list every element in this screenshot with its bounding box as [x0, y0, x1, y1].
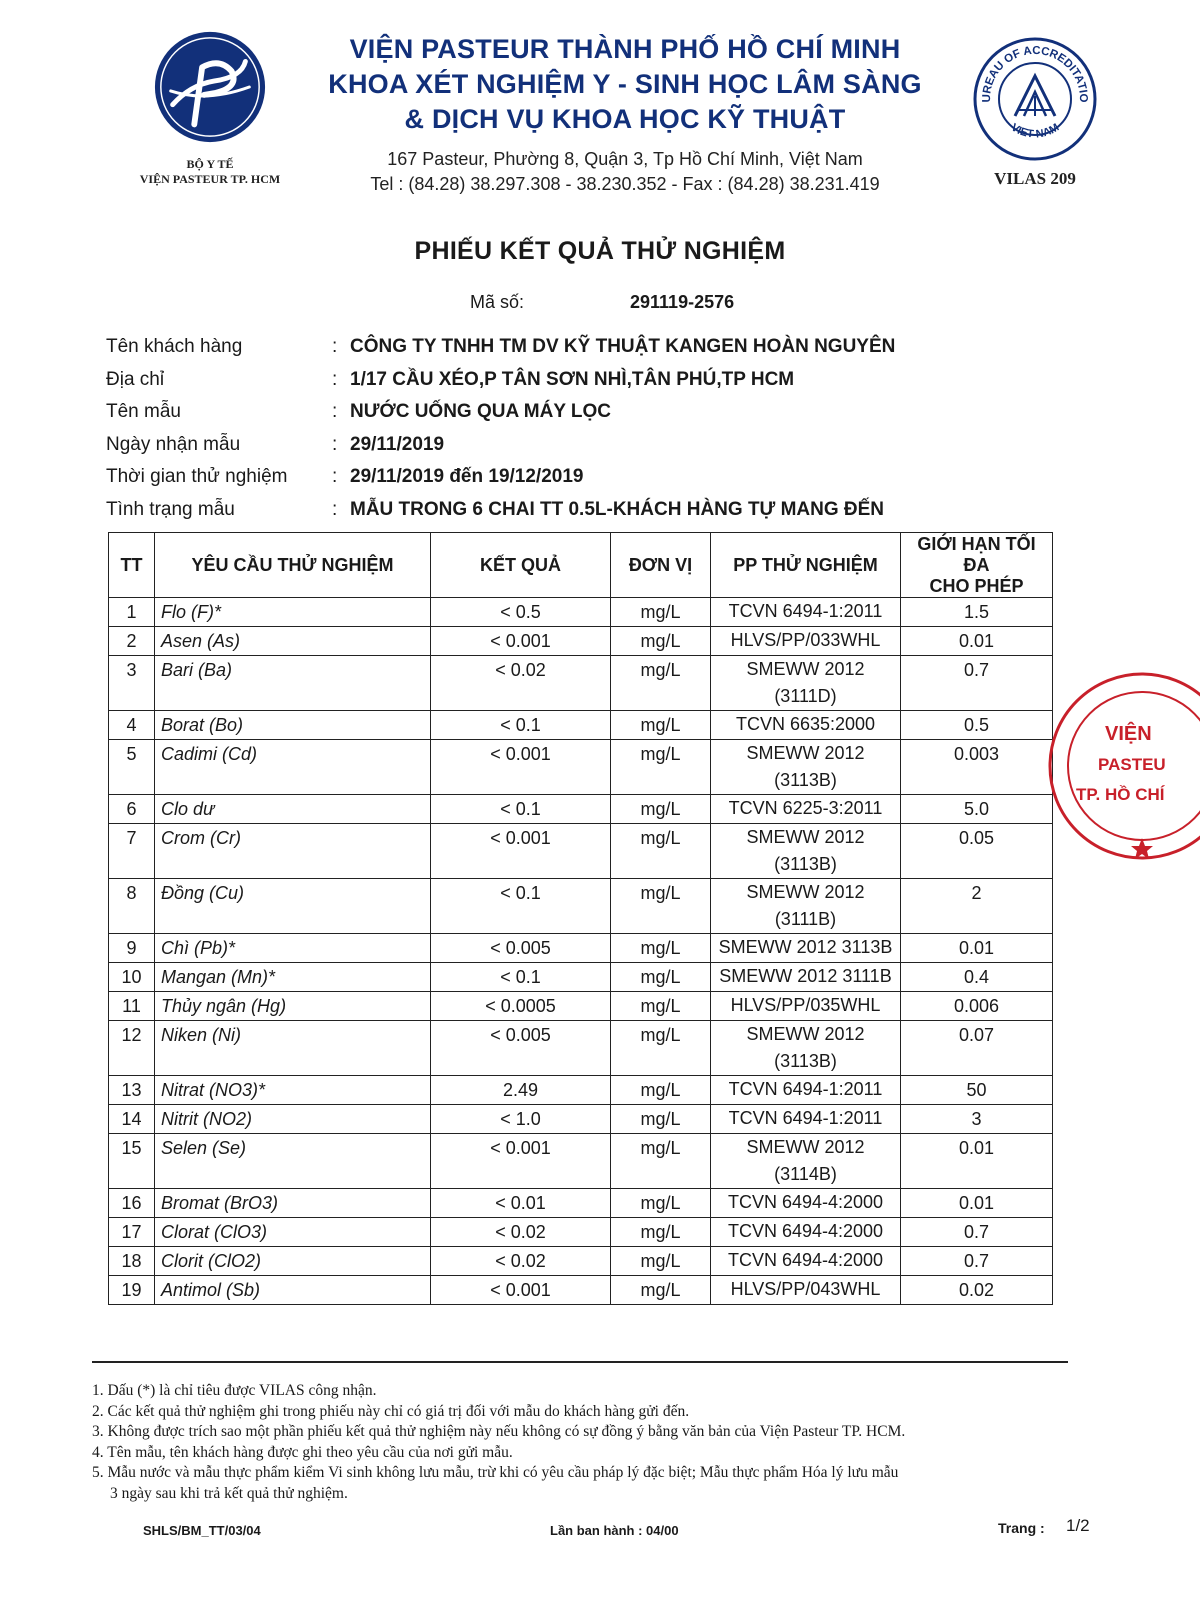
- header-method: PP THỬ NGHIỆM: [711, 533, 901, 598]
- cell-result: < 0.02: [431, 1218, 611, 1247]
- cell-requirement: Antimol (Sb): [155, 1276, 431, 1305]
- cell-method-line-1: SMEWW 2012: [746, 659, 865, 679]
- cell-method: [711, 992, 901, 1021]
- cell-method: [711, 1247, 901, 1276]
- vilas-seal-icon: [972, 36, 1098, 162]
- cell-requirement: Asen (As): [155, 627, 431, 656]
- cell-requirement: Clorit (ClO2): [155, 1247, 431, 1276]
- cell-unit: mg/L: [611, 1076, 711, 1105]
- cell-unit: mg/L: [611, 795, 711, 824]
- cell-method: [711, 1134, 901, 1189]
- table-row: [109, 963, 1053, 992]
- stamp-star-icon: [1131, 838, 1153, 859]
- cell-requirement: Nitrit (NO2): [155, 1105, 431, 1134]
- document-code-value: 291119-2576: [630, 292, 735, 312]
- ministry-caption: BỘ Y TẾ: [186, 157, 234, 171]
- info-row-sample-condition: [106, 495, 1106, 528]
- cell-method-line-1: TCVN 6494-4:2000: [727, 1250, 884, 1270]
- red-stamp-icon: [1030, 668, 1200, 864]
- info-separator: :: [332, 433, 338, 455]
- cell-result: < 0.02: [431, 1247, 611, 1276]
- cell-unit: mg/L: [611, 598, 711, 627]
- cell-limit: 0.01: [901, 934, 1053, 963]
- cell-result: < 0.005: [431, 934, 611, 963]
- info-row-address: [106, 365, 1106, 398]
- cell-limit: 0.07: [901, 1021, 1053, 1076]
- info-label: Ngày nhận mẫu: [106, 433, 241, 455]
- table-row: [109, 740, 1053, 795]
- cell-tt: 9: [109, 934, 155, 963]
- accreditation-logo: [965, 36, 1105, 189]
- cell-result: < 1.0: [431, 1105, 611, 1134]
- cell-limit: 0.5: [901, 711, 1053, 740]
- cell-method: [711, 1076, 901, 1105]
- cell-method-line-1: TCVN 6494-1:2011: [728, 1108, 883, 1128]
- cell-result: < 0.005: [431, 1021, 611, 1076]
- cell-unit: mg/L: [611, 1105, 711, 1134]
- info-row-customer: [106, 332, 1106, 365]
- table-row: [109, 1076, 1053, 1105]
- table-row: [109, 1105, 1053, 1134]
- cell-method: [711, 627, 901, 656]
- cell-requirement: Bromat (BrO3): [155, 1189, 431, 1218]
- note-item: 5. Mẫu nước và mẫu thực phẩm kiểm Vi sinh không lưu mẫu, trừ khi có yêu cầu pháp lý đặc biệt; Mẫu thực phẩm Hóa lý lưu mẫu: [92, 1464, 899, 1482]
- notes-list: [92, 1381, 1082, 1505]
- note-item: 3. Không được trích sao một phần phiếu kết quả thử nghiệm này nếu không có sự đồng ý bằng văn bản của Viện Pasteur TP. HCM.: [92, 1423, 906, 1441]
- cell-tt: 19: [109, 1276, 155, 1305]
- cell-tt: 4: [109, 711, 155, 740]
- cell-unit: mg/L: [611, 1189, 711, 1218]
- institute-logo: [120, 28, 300, 187]
- cell-tt: 5: [109, 740, 155, 795]
- cell-method: [711, 1021, 901, 1076]
- cell-tt: 10: [109, 963, 155, 992]
- table-row: [109, 627, 1053, 656]
- cell-method: [711, 1218, 901, 1247]
- header-limit: [901, 533, 1053, 598]
- cell-result: < 0.001: [431, 1276, 611, 1305]
- cell-method: [711, 598, 901, 627]
- issue-number: Lần ban hành : 04/00: [550, 1523, 679, 1538]
- note-item: 2. Các kết quả thử nghiệm ghi trong phiếu này chỉ có giá trị đối với mẫu do khách hàng gửi đến.: [92, 1402, 690, 1420]
- cell-requirement: Chì (Pb)*: [155, 934, 431, 963]
- cell-unit: mg/L: [611, 627, 711, 656]
- institute-caption: VIỆN PASTEUR TP. HCM: [139, 172, 281, 186]
- cell-tt: 2: [109, 627, 155, 656]
- table-row: [109, 934, 1053, 963]
- cell-unit: mg/L: [611, 1247, 711, 1276]
- cell-method-line-2: (3111B): [774, 909, 837, 929]
- note-item: 1. Dấu (*) là chỉ tiêu được VILAS công nhận.: [92, 1382, 377, 1399]
- cell-result: < 0.001: [431, 1134, 611, 1189]
- cell-method-line-1: SMEWW 2012: [746, 827, 865, 847]
- info-value: MẪU TRONG 6 CHAI TT 0.5L-KHÁCH HÀNG TỰ MANG ĐẾN: [350, 498, 885, 520]
- cell-method: [711, 824, 901, 879]
- table-row: [109, 1134, 1053, 1189]
- cell-unit: mg/L: [611, 992, 711, 1021]
- table-row: [109, 1218, 1053, 1247]
- cell-limit: 5.0: [901, 795, 1053, 824]
- seal-ring-bottom: VIET NAM: [1008, 121, 1062, 141]
- cell-method-line-1: HLVS/PP/043WHL: [730, 1279, 881, 1299]
- footer-divider: [92, 1361, 1068, 1363]
- table-row: [109, 992, 1053, 1021]
- cell-result: < 0.1: [431, 879, 611, 934]
- cell-limit: 2: [901, 879, 1053, 934]
- cell-method-line-2: (3111D): [774, 686, 837, 706]
- table-row: [109, 656, 1053, 711]
- department-name: KHOA XÉT NGHIỆM Y - SINH HỌC LÂM SÀNG: [328, 69, 922, 99]
- vilas-caption: VILAS 209: [994, 169, 1076, 188]
- stamp-line-3: TP. HỒ CHÍ: [1076, 785, 1165, 804]
- cell-tt: 18: [109, 1247, 155, 1276]
- table-row: [109, 1189, 1053, 1218]
- note-item-continuation: 3 ngày sau khi trả kết quả thử nghiệm.: [110, 1484, 348, 1502]
- info-label: Tên mẫu: [106, 401, 181, 423]
- table-row: [109, 879, 1053, 934]
- cell-method: [711, 1105, 901, 1134]
- cell-requirement: Crom (Cr): [155, 824, 431, 879]
- cell-method-line-1: SMEWW 2012 3111B: [719, 966, 892, 986]
- cell-tt: 13: [109, 1076, 155, 1105]
- cell-limit: 3: [901, 1105, 1053, 1134]
- info-separator: :: [332, 336, 338, 357]
- cell-limit: 0.01: [901, 1189, 1053, 1218]
- cell-method-line-1: HLVS/PP/033WHL: [730, 630, 881, 650]
- cell-method: [711, 1189, 901, 1218]
- cell-unit: mg/L: [611, 711, 711, 740]
- cell-method-line-1: TCVN 6494-1:2011: [728, 601, 883, 621]
- cell-unit: mg/L: [611, 1276, 711, 1305]
- cell-requirement: Selen (Se): [155, 1134, 431, 1189]
- cell-unit: mg/L: [611, 824, 711, 879]
- cell-requirement: Nitrat (NO3)*: [155, 1076, 431, 1105]
- cell-method-line-1: SMEWW 2012: [746, 1137, 865, 1157]
- cell-tt: 11: [109, 992, 155, 1021]
- cell-limit: 0.7: [901, 1247, 1053, 1276]
- info-label: Tên khách hàng: [106, 336, 243, 357]
- document-title: PHIẾU KẾT QUẢ THỬ NGHIỆM: [414, 237, 786, 265]
- info-label: Thời gian thử nghiệm: [106, 466, 288, 488]
- cell-requirement: Thủy ngân (Hg): [155, 992, 431, 1021]
- cell-requirement: Clo dư: [155, 795, 431, 824]
- header-requirement: YÊU CẦU THỬ NGHIỆM: [155, 533, 431, 598]
- cell-method: [711, 740, 901, 795]
- cell-limit: 0.7: [901, 1218, 1053, 1247]
- info-value: 1/17 CẦU XÉO,P TÂN SƠN NHÌ,TÂN PHÚ,TP HCM: [350, 368, 795, 390]
- cell-result: < 0.1: [431, 963, 611, 992]
- cell-requirement: Niken (Ni): [155, 1021, 431, 1076]
- info-row-received-date: [106, 430, 1106, 463]
- cell-result: < 0.001: [431, 740, 611, 795]
- institution-name: VIỆN PASTEUR THÀNH PHỐ HỒ CHÍ MINH: [349, 34, 901, 64]
- page-label: Trang :: [998, 1520, 1045, 1536]
- cell-unit: mg/L: [611, 1021, 711, 1076]
- cell-tt: 7: [109, 824, 155, 879]
- cell-method-line-1: SMEWW 2012: [746, 882, 865, 902]
- cell-result: < 0.001: [431, 627, 611, 656]
- svg-text:VIET NAM: [1009, 122, 1062, 141]
- cell-method: [711, 963, 901, 992]
- table-row: [109, 824, 1053, 879]
- institution-address: 167 Pasteur, Phường 8, Quận 3, Tp Hồ Chí Minh, Việt Nam: [387, 149, 863, 169]
- cell-result: < 0.02: [431, 656, 611, 711]
- cell-method-line-1: SMEWW 2012: [746, 1024, 865, 1044]
- cell-method-line-1: TCVN 6635:2000: [735, 714, 876, 734]
- info-label: Địa chỉ: [106, 368, 165, 390]
- table-header-row: [109, 533, 1053, 598]
- header-tt: TT: [109, 533, 155, 598]
- cell-method-line-1: SMEWW 2012: [746, 743, 865, 763]
- cell-limit: 1.5: [901, 598, 1053, 627]
- cell-tt: 16: [109, 1189, 155, 1218]
- cell-unit: mg/L: [611, 963, 711, 992]
- cell-tt: 14: [109, 1105, 155, 1134]
- cell-requirement: Borat (Bo): [155, 711, 431, 740]
- cell-result: < 0.001: [431, 824, 611, 879]
- cell-method: [711, 934, 901, 963]
- cell-limit: 0.01: [901, 627, 1053, 656]
- cell-requirement: Bari (Ba): [155, 656, 431, 711]
- document-code-label: Mã số:: [470, 292, 525, 312]
- cell-requirement: Đồng (Cu): [155, 879, 431, 934]
- cell-limit: 0.01: [901, 1134, 1053, 1189]
- info-separator: :: [332, 368, 338, 390]
- cell-tt: 8: [109, 879, 155, 934]
- table-row: [109, 1021, 1053, 1076]
- cell-unit: mg/L: [611, 740, 711, 795]
- cell-result: < 0.1: [431, 711, 611, 740]
- cell-method-line-2: (3113B): [774, 1051, 837, 1071]
- cell-limit: 0.003: [901, 740, 1053, 795]
- cell-method-line-2: (3113B): [774, 770, 837, 790]
- cell-result: 2.49: [431, 1076, 611, 1105]
- results-body: [109, 598, 1053, 1305]
- cell-method-line-1: TCVN 6494-1:2011: [728, 1079, 883, 1099]
- cell-unit: mg/L: [611, 934, 711, 963]
- table-row: [109, 1276, 1053, 1305]
- institution-contact: Tel : (84.28) 38.297.308 - 38.230.352 - Fax : (84.28) 38.231.419: [370, 174, 880, 194]
- seal-ring-top: UREAU OF ACCREDITATIO: [980, 44, 1090, 103]
- svg-text:BUREAU OF ACCREDITATION: [972, 36, 1089, 103]
- cell-requirement: Clorat (ClO3): [155, 1218, 431, 1247]
- note-item: 4. Tên mẫu, tên khách hàng được ghi theo yêu cầu của nơi gửi mẫu.: [92, 1443, 513, 1461]
- info-value: 29/11/2019: [350, 433, 445, 455]
- cell-method-line-1: TCVN 6494-4:2000: [727, 1192, 884, 1212]
- header-limit-line-1: GIỚI HẠN TỐI ĐA: [917, 533, 1036, 575]
- cell-limit: 0.4: [901, 963, 1053, 992]
- header-limit-line-2: CHO PHÉP: [929, 575, 1024, 596]
- results-table: [108, 532, 1053, 1305]
- cell-result: < 0.1: [431, 795, 611, 824]
- cell-result: < 0.01: [431, 1189, 611, 1218]
- info-value: NƯỚC UỐNG QUA MÁY LỌC: [350, 401, 612, 423]
- document-code: [470, 292, 735, 313]
- institution-header: [305, 32, 945, 197]
- info-separator: :: [332, 401, 338, 423]
- cell-method-line-2: (3113B): [774, 854, 837, 874]
- info-separator: :: [332, 466, 338, 488]
- cell-limit: 0.05: [901, 824, 1053, 879]
- table-row: [109, 598, 1053, 627]
- cell-unit: mg/L: [611, 1218, 711, 1247]
- cell-method-line-1: TCVN 6225-3:2011: [728, 798, 883, 818]
- cell-method-line-2: (3114B): [774, 1164, 837, 1184]
- cell-tt: 1: [109, 598, 155, 627]
- cell-limit: 0.7: [901, 656, 1053, 711]
- department-service: & DỊCH VỤ KHOA HỌC KỸ THUẬT: [404, 104, 846, 134]
- page-number: 1/2: [1066, 1516, 1090, 1535]
- cell-method: [711, 879, 901, 934]
- cell-result: < 0.0005: [431, 992, 611, 1021]
- cell-result: < 0.5: [431, 598, 611, 627]
- table-row: [109, 711, 1053, 740]
- cell-requirement: Mangan (Mn)*: [155, 963, 431, 992]
- cell-unit: mg/L: [611, 1134, 711, 1189]
- header-result: KẾT QUẢ: [431, 533, 611, 598]
- cell-limit: 0.02: [901, 1276, 1053, 1305]
- pasteur-logo-icon: [151, 28, 269, 146]
- form-code: SHLS/BM_TT/03/04: [143, 1523, 261, 1538]
- cell-requirement: Cadimi (Cd): [155, 740, 431, 795]
- cell-limit: 50: [901, 1076, 1053, 1105]
- info-row-sample-name: [106, 397, 1106, 430]
- cell-method: [711, 1276, 901, 1305]
- table-row: [109, 795, 1053, 824]
- header-unit: ĐƠN VỊ: [611, 533, 711, 598]
- cell-method-line-1: HLVS/PP/035WHL: [730, 995, 881, 1015]
- cell-tt: 3: [109, 656, 155, 711]
- cell-method: [711, 656, 901, 711]
- cell-tt: 12: [109, 1021, 155, 1076]
- cell-unit: mg/L: [611, 879, 711, 934]
- stamp-line-2: PASTEU: [1098, 755, 1166, 774]
- cell-method-line-1: SMEWW 2012 3113B: [718, 937, 893, 957]
- cell-unit: mg/L: [611, 656, 711, 711]
- info-separator: :: [332, 498, 338, 520]
- info-label: Tình trạng mẫu: [106, 498, 235, 520]
- cell-limit: 0.006: [901, 992, 1053, 1021]
- info-value: 29/11/2019 đến 19/12/2019: [350, 466, 584, 488]
- sample-info: [106, 332, 1106, 528]
- cell-requirement: Flo (F)*: [155, 598, 431, 627]
- table-row: [109, 1247, 1053, 1276]
- cell-tt: 6: [109, 795, 155, 824]
- info-value: CÔNG TY TNHH TM DV KỸ THUẬT KANGEN HOÀN NGUYÊN: [350, 336, 896, 357]
- cell-method-line-1: TCVN 6494-4:2000: [727, 1221, 884, 1241]
- cell-method: [711, 711, 901, 740]
- stamp-line-1: VIỆN: [1105, 723, 1152, 745]
- cell-tt: 17: [109, 1218, 155, 1247]
- cell-tt: 15: [109, 1134, 155, 1189]
- cell-method: [711, 795, 901, 824]
- info-row-test-period: [106, 462, 1106, 495]
